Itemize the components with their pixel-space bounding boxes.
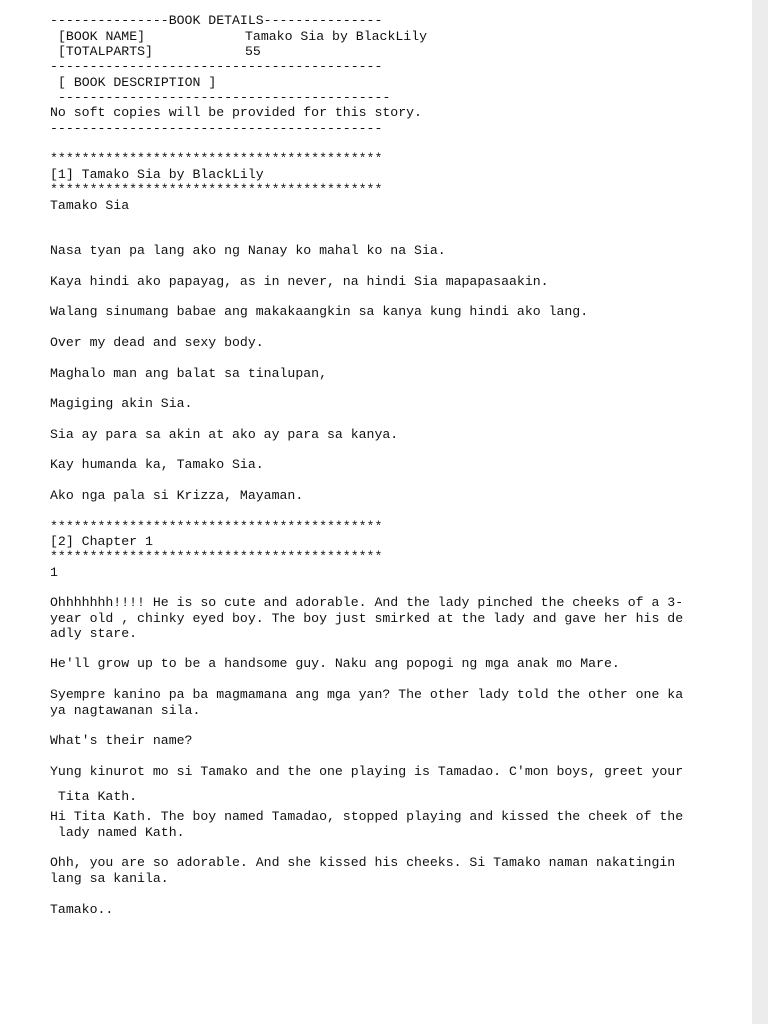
chapter-2-paragraph: Yung kinurot mo si Tamako and the one playing is Tamadao. C'mon boys, greet your [50,764,684,779]
chapter-2-paragraph: He'll grow up to be a handsome guy. Naku ang popogi ng mga anak mo Mare. [50,656,620,671]
chapter-1-paragraph: Kay humanda ka, Tamako Sia. [50,457,264,472]
chapter-1-stars-bottom: ****************************************** [50,182,383,197]
chapter-1-paragraph: Magiging akin Sia. [50,396,193,411]
book-description-label: [ BOOK DESCRIPTION ] [58,75,217,90]
book-description-divider-short: ------------------------------------------ [58,90,391,105]
chapter-2-paragraph: Tita Kath. [50,789,138,804]
chapter-1-paragraph: Over my dead and sexy body. [50,335,264,350]
chapter-2-stars-bottom: ****************************************** [50,549,383,564]
book-name-value: Tamako Sia by BlackLily [245,29,428,44]
chapter-1-paragraph: Walang sinumang babae ang makakaangkin sa kanya kung hindi ako lang. [50,304,589,319]
chapter-1-paragraph: Maghalo man ang balat sa tinalupan, [50,366,327,381]
chapter-1-subtitle: Tamako Sia [50,198,130,213]
chapter-2-paragraph: Syempre kanino pa ba magmamana ang mga yan? The other lady told the other one ka ya nagtawanan sila. [50,687,684,718]
chapter-1-paragraph: Sia ay para sa akin at ako ay para sa kanya. [50,427,399,442]
book-description-divider: ------------------------------------------ [50,121,383,136]
chapter-1-paragraph: Ako nga pala si Krizza, Mayaman. [50,488,304,503]
chapter-2-heading: [2] Chapter 1 [50,534,153,549]
book-details-header: ---------------BOOK DETAILS--------------- [50,13,383,28]
chapter-1-stars-top: ****************************************** [50,151,383,166]
vertical-scrollbar[interactable] [752,0,768,1024]
book-description-text: No soft copies will be provided for this story. [50,105,422,120]
book-details-divider: ------------------------------------------ [50,59,383,74]
chapter-2-paragraph: Ohhhhhhh!!!! He is so cute and adorable. And the lady pinched the cheeks of a 3- year old , chinky eyed boy. The boy just smirked at the lady and gave her his de adly stare. [50,595,684,641]
total-parts-value: 55 [245,44,261,59]
chapter-1-paragraph: Nasa tyan pa lang ako ng Nanay ko mahal ko na Sia. [50,243,446,258]
chapter-2-subtitle: 1 [50,565,58,580]
chapter-1-heading: [1] Tamako Sia by BlackLily [50,167,264,182]
chapter-2-stars-top: ****************************************** [50,519,383,534]
total-parts-label: [TOTALPARTS] [58,44,153,59]
chapter-1-paragraph: Kaya hindi ako papayag, as in never, na hindi Sia mapapasaakin. [50,274,549,289]
chapter-2-paragraph: What's their name? [50,733,193,748]
chapter-2-paragraph: Hi Tita Kath. The boy named Tamadao, stopped playing and kissed the cheek of the lady named Kath. [50,809,684,840]
chapter-2-paragraph: Ohh, you are so adorable. And she kissed his cheeks. Si Tamako naman nakatingin lang sa kanila. [50,855,676,886]
book-name-label: [BOOK NAME] [58,29,146,44]
chapter-2-paragraph: Tamako.. [50,902,114,917]
